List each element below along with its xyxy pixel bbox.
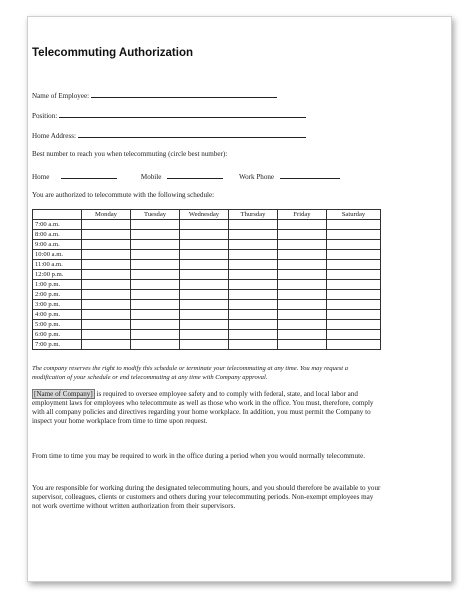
- schedule-cell[interactable]: [180, 270, 229, 280]
- home-phone-label: Home: [32, 173, 50, 181]
- schedule-cell[interactable]: [180, 220, 229, 230]
- schedule-cell[interactable]: [82, 340, 131, 350]
- time-label: 2:00 p.m.: [33, 290, 82, 300]
- time-label: 12:00 p.m.: [33, 270, 82, 280]
- schedule-cell[interactable]: [180, 310, 229, 320]
- day-header: Friday: [278, 210, 327, 220]
- best-number-label: Best number to reach you when telecommuting (circle best number):: [32, 150, 228, 158]
- schedule-cell[interactable]: [131, 330, 180, 340]
- schedule-cell[interactable]: [229, 240, 278, 250]
- schedule-cell[interactable]: [327, 260, 381, 270]
- home-address-line[interactable]: [78, 130, 306, 138]
- office-work-paragraph: From time to time you may be required to work in the office during a period when you would normally telecommute.: [32, 452, 366, 460]
- schedule-row: [33, 260, 381, 270]
- schedule-cell[interactable]: [82, 220, 131, 230]
- schedule-cell[interactable]: [278, 260, 327, 270]
- schedule-corner-cell: [33, 210, 82, 220]
- position-line[interactable]: [59, 110, 306, 118]
- schedule-row: [33, 270, 381, 280]
- schedule-cell[interactable]: [180, 280, 229, 290]
- schedule-cell[interactable]: [131, 240, 180, 250]
- time-label: 10:00 a.m.: [33, 250, 82, 260]
- schedule-cell[interactable]: [180, 230, 229, 240]
- day-header: Thursday: [229, 210, 278, 220]
- schedule-cell[interactable]: [82, 250, 131, 260]
- home-phone-line[interactable]: [61, 171, 117, 179]
- schedule-cell[interactable]: [180, 290, 229, 300]
- schedule-row: [33, 250, 381, 260]
- day-header: Saturday: [327, 210, 381, 220]
- schedule-cell[interactable]: [82, 280, 131, 290]
- schedule-cell[interactable]: [131, 320, 180, 330]
- schedule-cell[interactable]: [131, 340, 180, 350]
- schedule-cell[interactable]: [229, 280, 278, 290]
- day-header: Wednesday: [180, 210, 229, 220]
- schedule-row: [33, 290, 381, 300]
- time-label: 8:00 a.m.: [33, 230, 82, 240]
- position-label: Position:: [32, 112, 58, 120]
- schedule-cell[interactable]: [278, 240, 327, 250]
- schedule-cell[interactable]: [278, 250, 327, 260]
- schedule-cell[interactable]: [180, 330, 229, 340]
- time-label: 1:00 p.m.: [33, 280, 82, 290]
- schedule-cell[interactable]: [180, 250, 229, 260]
- schedule-cell[interactable]: [131, 290, 180, 300]
- schedule-cell[interactable]: [327, 290, 381, 300]
- schedule-cell[interactable]: [229, 290, 278, 300]
- schedule-cell[interactable]: [229, 320, 278, 330]
- time-label: 6:00 p.m.: [33, 330, 82, 340]
- schedule-cell[interactable]: [327, 340, 381, 350]
- schedule-body: [33, 220, 381, 350]
- schedule-row: [33, 330, 381, 340]
- position-row: [32, 110, 306, 121]
- time-label: 7:00 a.m.: [33, 220, 82, 230]
- schedule-row: [33, 230, 381, 240]
- schedule-cell[interactable]: [278, 310, 327, 320]
- schedule-cell[interactable]: [229, 230, 278, 240]
- schedule-cell[interactable]: [278, 290, 327, 300]
- schedule-cell[interactable]: [82, 300, 131, 310]
- schedule-row: [33, 310, 381, 320]
- schedule-cell[interactable]: [180, 340, 229, 350]
- schedule-cell[interactable]: [131, 230, 180, 240]
- schedule-cell[interactable]: [131, 260, 180, 270]
- schedule-cell[interactable]: [278, 270, 327, 280]
- schedule-cell[interactable]: [180, 260, 229, 270]
- employee-name-label: Name of Employee:: [32, 92, 90, 100]
- schedule-cell[interactable]: [327, 230, 381, 240]
- company-name-placeholder[interactable]: [Name of Company]: [34, 390, 93, 398]
- schedule-cell[interactable]: [82, 230, 131, 240]
- schedule-cell[interactable]: [180, 300, 229, 310]
- schedule-cell[interactable]: [278, 330, 327, 340]
- schedule-cell[interactable]: [82, 320, 131, 330]
- schedule-row: [33, 220, 381, 230]
- time-label: 3:00 p.m.: [33, 300, 82, 310]
- schedule-cell[interactable]: [131, 300, 180, 310]
- day-header: Tuesday: [131, 210, 180, 220]
- schedule-cell[interactable]: [229, 340, 278, 350]
- work-phone-line[interactable]: [280, 171, 340, 179]
- schedule-cell[interactable]: [229, 300, 278, 310]
- schedule-cell[interactable]: [278, 280, 327, 290]
- mobile-phone-label: Mobile: [140, 173, 162, 181]
- employee-name-row: [32, 90, 277, 101]
- company-responsibility-paragraph: [32, 390, 382, 426]
- schedule-cell[interactable]: [327, 310, 381, 320]
- schedule-cell[interactable]: [327, 270, 381, 280]
- schedule-cell[interactable]: [131, 310, 180, 320]
- schedule-cell[interactable]: [229, 270, 278, 280]
- schedule-cell[interactable]: [229, 310, 278, 320]
- schedule-cell[interactable]: [229, 220, 278, 230]
- schedule-cell[interactable]: [327, 320, 381, 330]
- schedule-cell[interactable]: [229, 250, 278, 260]
- schedule-cell[interactable]: [327, 220, 381, 230]
- schedule-cell[interactable]: [327, 300, 381, 310]
- schedule-cell[interactable]: [180, 320, 229, 330]
- time-label: 7:00 p.m.: [33, 340, 82, 350]
- working-hours-paragraph: You are responsible for working during the designated telecommuting hours, and you should therefore be available to your supervisor, colleagues, clients or customers and others during your telecommuting periods. Non-exempt employees may not work overtime without written authorization from their supervisors.: [32, 484, 381, 510]
- schedule-cell[interactable]: [229, 330, 278, 340]
- schedule-row: [33, 280, 381, 290]
- home-address-row: [32, 130, 306, 141]
- schedule-cell[interactable]: [131, 220, 180, 230]
- schedule-cell[interactable]: [278, 320, 327, 330]
- schedule-cell[interactable]: [327, 330, 381, 340]
- schedule-cell[interactable]: [327, 250, 381, 260]
- schedule-cell[interactable]: [180, 240, 229, 250]
- schedule-row: [33, 240, 381, 250]
- company-responsibility-text: is required to oversee employee safety and to comply with federal, state, and local labor and employment laws for employees who telecommute as well as those who work in the office. You must, therefore, comply with all company policies and directives regarding your home workplace. In addition, you must permit the Company to inspect your home workplace from time to time upon request.: [32, 390, 374, 425]
- schedule-cell[interactable]: [82, 260, 131, 270]
- time-label: 5:00 p.m.: [33, 320, 82, 330]
- schedule-cell[interactable]: [327, 280, 381, 290]
- schedule-row: [33, 320, 381, 330]
- schedule-table: [32, 209, 381, 350]
- schedule-intro: You are authorized to telecommute with the following schedule:: [32, 191, 215, 199]
- schedule-cell[interactable]: [82, 270, 131, 280]
- employee-name-line[interactable]: [91, 90, 277, 98]
- mobile-phone-line[interactable]: [167, 171, 223, 179]
- schedule-cell[interactable]: [278, 230, 327, 240]
- home-address-label: Home Address:: [32, 132, 76, 140]
- day-header: Monday: [82, 210, 131, 220]
- time-label: 11:00 a.m.: [33, 260, 82, 270]
- schedule-cell[interactable]: [278, 300, 327, 310]
- schedule-cell[interactable]: [82, 330, 131, 340]
- phone-row: [32, 171, 340, 182]
- schedule-cell[interactable]: [131, 270, 180, 280]
- document-title: Telecommuting Authorization: [32, 47, 193, 59]
- schedule-cell[interactable]: [327, 240, 381, 250]
- schedule-note: The company reserves the right to modify this schedule or terminate your telecommuting at any time. You may request a modification of your schedule or end telecommuting at any time with Company approval.: [32, 365, 349, 381]
- schedule-row: [33, 340, 381, 350]
- schedule-cell[interactable]: [82, 310, 131, 320]
- schedule-header-row: [33, 210, 381, 220]
- schedule-cell[interactable]: [278, 340, 327, 350]
- schedule-row: [33, 300, 381, 310]
- work-phone-label: Work Phone: [238, 173, 275, 181]
- schedule-cell[interactable]: [278, 220, 327, 230]
- time-label: 4:00 p.m.: [33, 310, 82, 320]
- schedule-cell[interactable]: [82, 240, 131, 250]
- schedule-cell[interactable]: [229, 260, 278, 270]
- time-label: 9:00 a.m.: [33, 240, 82, 250]
- schedule-cell[interactable]: [131, 250, 180, 260]
- schedule-cell[interactable]: [131, 280, 180, 290]
- schedule-cell[interactable]: [82, 290, 131, 300]
